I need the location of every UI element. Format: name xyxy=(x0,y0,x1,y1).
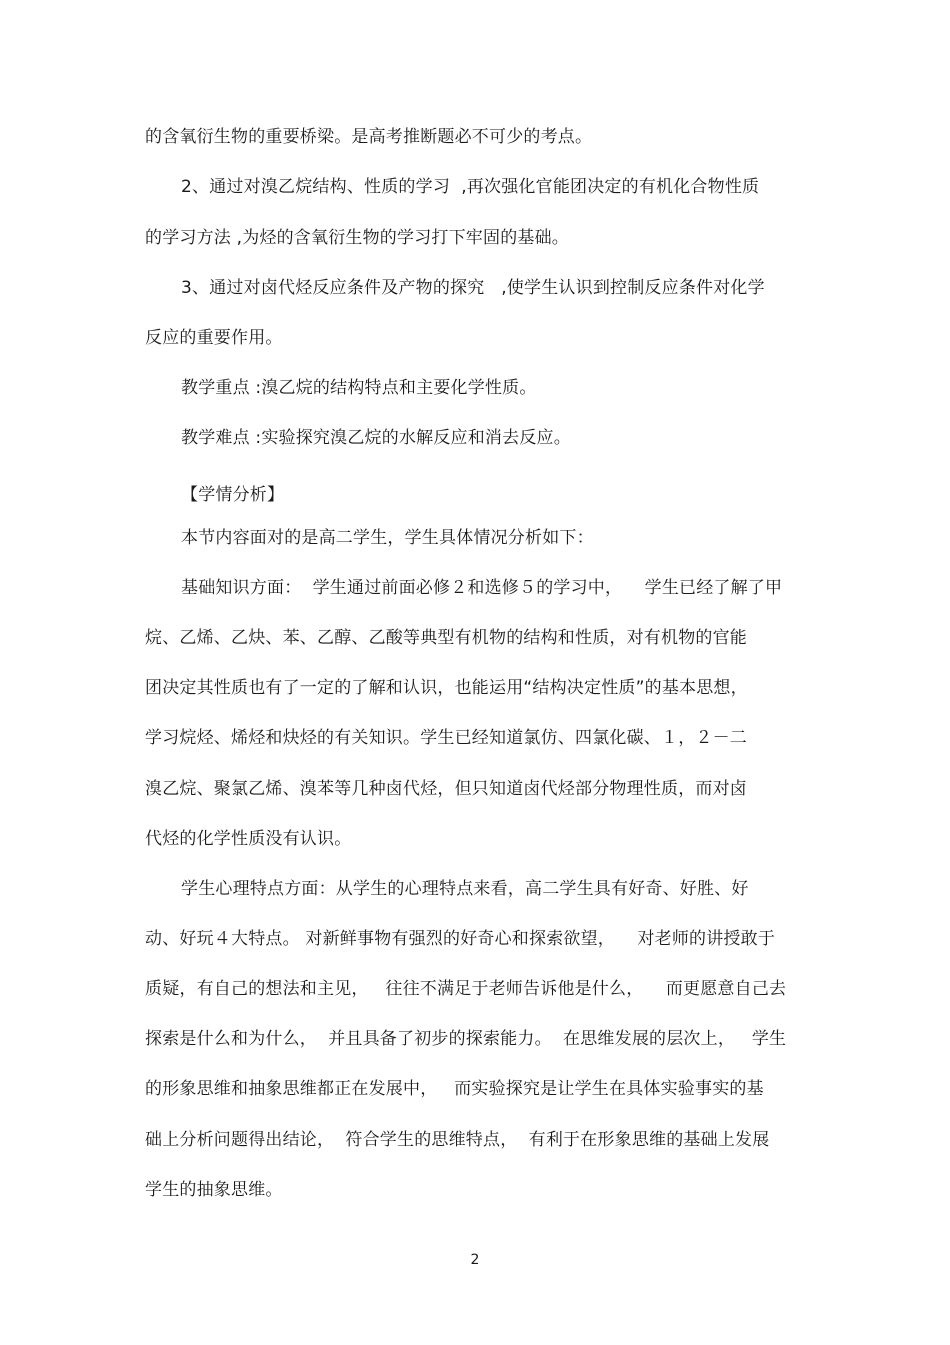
text-line-12: 团决定其性质也有了一定的了解和认识，也能运用“结构决定性质”的基本思想， xyxy=(145,678,748,698)
text-line-13: 学习烷烃、烯烃和炔烃的有关知识。学生已经知道氯仿、四氯化碳、１，２－二 xyxy=(145,728,747,748)
text-line-2: 2、通过对溴乙烷结构、性质的学习 ,再次强化官能团决定的有机化合物性质 xyxy=(181,177,760,197)
text-line-5: 反应的重要作用。 xyxy=(145,328,283,348)
text-line-21: 础上分析问题得出结论， 符合学生的思维特点， 有利于在形象思维的基础上发展 xyxy=(145,1130,770,1150)
text-line-22: 学生的抽象思维。 xyxy=(145,1180,283,1200)
text-line-20: 的形象思维和抽象思维都正在发展中， 而实验探究是让学生在具体实验事实的基 xyxy=(145,1079,764,1099)
text-line-10: 基础知识方面： 学生通过前面必修２和选修５的学习中， 学生已经了解了甲 xyxy=(181,578,783,598)
text-line-18: 质疑，有自己的想法和主见， 往往不满足于老师告诉他是什么， 而更愿意自己去 xyxy=(145,979,787,999)
text-line-9: 本节内容面对的是高二学生，学生具体情况分析如下： xyxy=(181,528,594,548)
text-line-4: 3、通过对卤代烃反应条件及产物的探究 ,使学生认识到控制反应条件对化学 xyxy=(181,278,765,298)
text-line-11: 烷、乙烯、乙炔、苯、乙醇、乙酸等典型有机物的结构和性质，对有机物的官能 xyxy=(145,628,747,648)
text-line-16: 学生心理特点方面：从学生的心理特点来看，高二学生具有好奇、好胜、好 xyxy=(181,879,749,899)
page-number: 2 xyxy=(470,1252,480,1268)
teaching-key-point: 教学重点 :溴乙烷的结构特点和主要化学性质。 xyxy=(181,378,537,398)
text-line-17: 动、好玩４大特点。 对新鲜事物有强烈的好奇心和探索欲望， 对老师的讲授敢于 xyxy=(145,929,776,949)
text-line-3: 的学习方法 ,为烃的含氧衍生物的学习打下牢固的基础。 xyxy=(145,228,570,248)
text-line-15: 代烃的化学性质没有认识。 xyxy=(145,829,352,849)
section-heading: 【学情分析】 xyxy=(181,485,285,505)
text-line-14: 溴乙烷、聚氯乙烯、溴苯等几种卤代烃，但只知道卤代烃部分物理性质，而对卤 xyxy=(145,779,747,799)
text-line-1: 的含氧衍生物的重要桥梁。是高考推断题必不可少的考点。 xyxy=(145,127,593,147)
teaching-difficulty: 教学难点 :实验探究溴乙烷的水解反应和消去反应。 xyxy=(181,428,571,448)
text-line-19: 探索是什么和为什么， 并且具备了初步的探索能力。 在思维发展的层次上， 学生 xyxy=(145,1029,787,1049)
